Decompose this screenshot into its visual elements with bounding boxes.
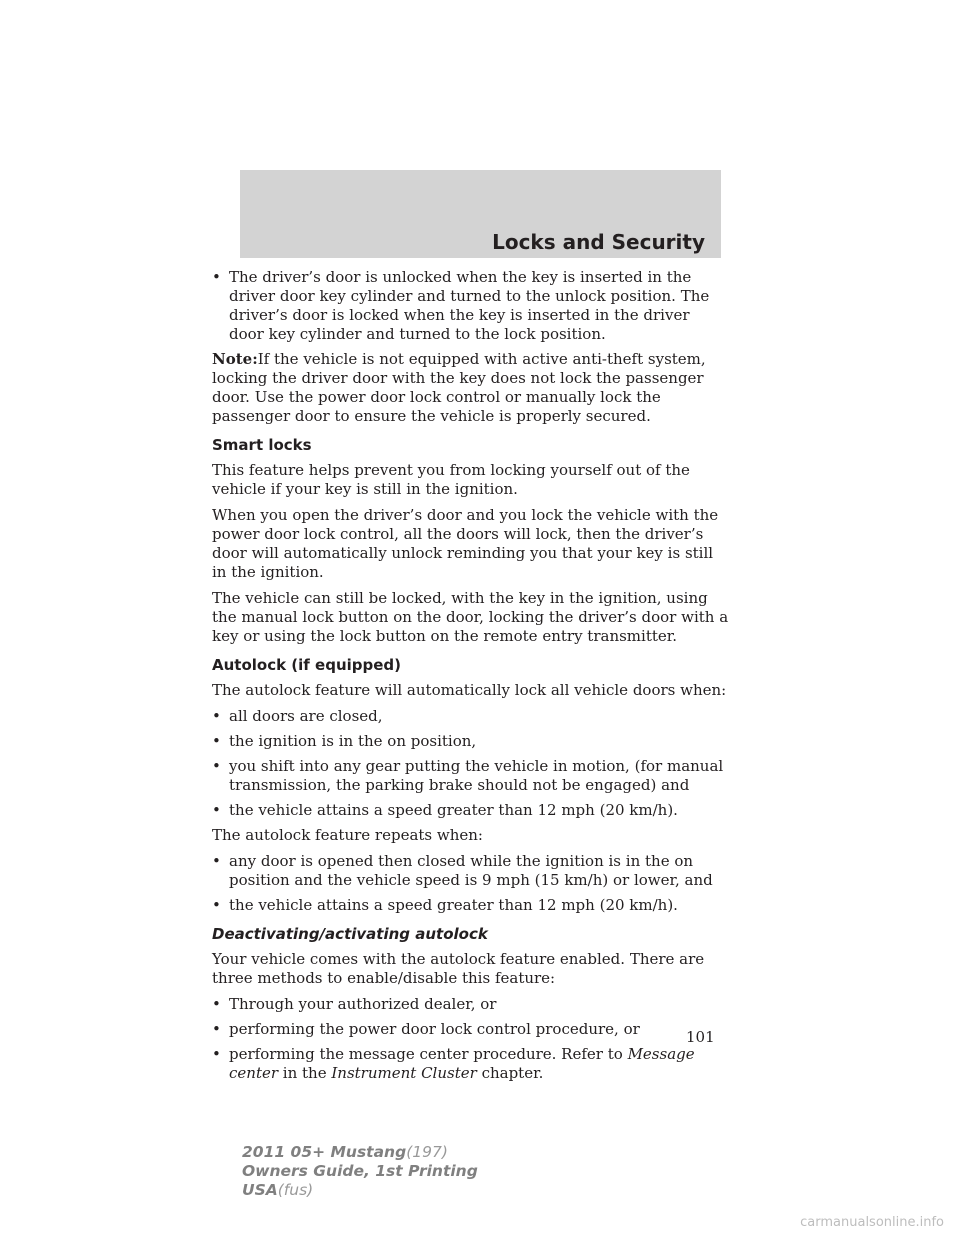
bullet-icon: •	[212, 707, 221, 725]
list-item	[212, 757, 732, 795]
list-item-text: The driver’s door is unlocked when the key is inserted in the driver door key cylinder and turned to the unlock position. The driver’s door is locked when the key is inserted in the driver door key cylinder and turned to the lock position.	[229, 268, 710, 343]
deactivating-heading: Deactivating/activating autolock	[212, 925, 488, 943]
list-item	[212, 268, 732, 344]
document-footer	[242, 1143, 478, 1200]
section-header-band	[240, 170, 721, 258]
list-item-text: the vehicle attains a speed greater than 12 mph (20 km/h).	[229, 896, 678, 914]
page-number: 101	[686, 1028, 715, 1046]
autolock-heading: Autolock (if equipped)	[212, 656, 402, 674]
deactivating-intro: Your vehicle comes with the autolock feature enabled. There are three methods to enable/disable this feature:	[212, 950, 705, 987]
bullet-icon: •	[212, 1045, 221, 1063]
watermark: carmanualsonline.info	[800, 1215, 944, 1230]
ref-text: in the	[282, 1064, 327, 1082]
footer-model: 2011 05+ Mustang	[242, 1143, 407, 1161]
list-item	[212, 896, 732, 915]
list-item	[212, 995, 732, 1014]
footer-line	[242, 1143, 478, 1162]
list-item	[212, 1020, 732, 1039]
list-item-text: any door is opened then closed while the ignition is in the on position and the vehicle speed is 9 mph (15 km/h) or lower, and	[229, 852, 713, 889]
note-paragraph	[212, 350, 732, 426]
smart-locks-paragraph: This feature helps prevent you from locking yourself out of the vehicle if your key is still in the ignition.	[212, 461, 690, 498]
bullet-icon: •	[212, 896, 221, 914]
smart-locks-heading: Smart locks	[212, 436, 312, 454]
footer-code: (197)	[406, 1143, 448, 1161]
autolock-repeat-intro: The autolock feature repeats when:	[212, 826, 483, 844]
bullet-icon: •	[212, 852, 221, 870]
section-title: Locks and Security	[492, 230, 705, 254]
ref-text: performing the message center procedure. Refer to	[229, 1045, 623, 1063]
footer-line	[242, 1181, 478, 1200]
bullet-icon: •	[212, 1020, 221, 1038]
bullet-icon: •	[212, 732, 221, 750]
list-item-text: performing the power door lock control procedure, or	[229, 1020, 640, 1038]
list-item	[212, 852, 732, 890]
list-item-text: the ignition is in the on position,	[229, 732, 477, 750]
list-item	[212, 1045, 732, 1083]
footer-market: USA	[242, 1181, 278, 1199]
note-text: If the vehicle is not equipped with active anti-theft system, locking the driver door with the key does not lock the passenger door. Use the power door lock control or manually lock the passenger door to ensure the vehicle is properly secured.	[212, 350, 706, 425]
list-item-text: all doors are closed,	[229, 707, 383, 725]
bullet-icon: •	[212, 995, 221, 1013]
page-content	[212, 268, 732, 1089]
footer-market-code: (fus)	[277, 1181, 314, 1199]
list-item	[212, 707, 732, 726]
list-item-text	[229, 1045, 732, 1083]
instrument-cluster-reference: Instrument Cluster	[331, 1064, 477, 1082]
bullet-icon: •	[212, 757, 221, 775]
list-item-text: you shift into any gear putting the vehicle in motion, (for manual transmission, the parking brake should not be engaged) and	[229, 757, 724, 794]
smart-locks-paragraph: When you open the driver’s door and you lock the vehicle with the power door lock control, all the doors will lock, then the driver’s door will automatically unlock reminding you that your key is still in the ignition.	[212, 506, 719, 581]
message-center-reference: Message center	[229, 1045, 695, 1082]
bullet-icon: •	[212, 268, 221, 286]
note-label: Note:	[212, 350, 258, 368]
smart-locks-paragraph: The vehicle can still be locked, with the key in the ignition, using the manual lock button on the door, locking the driver’s door with a key or using the lock button on the remote entry transmitter.	[212, 589, 729, 645]
list-item	[212, 732, 732, 751]
ref-text: chapter.	[481, 1064, 544, 1082]
autolock-intro: The autolock feature will automatically lock all vehicle doors when:	[212, 681, 727, 699]
footer-line: Owners Guide, 1st Printing	[242, 1162, 478, 1180]
list-item-text: Through your authorized dealer, or	[229, 995, 497, 1013]
list-item	[212, 801, 732, 820]
list-item-text: the vehicle attains a speed greater than 12 mph (20 km/h).	[229, 801, 678, 819]
bullet-icon: •	[212, 801, 221, 819]
